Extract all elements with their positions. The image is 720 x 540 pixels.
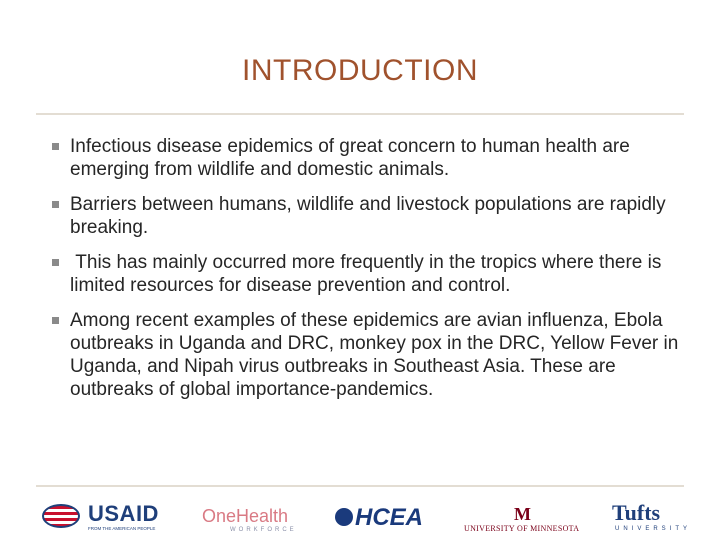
bullet-item — [52, 251, 697, 297]
onehealth-wordmark: OneHealth — [202, 506, 289, 526]
square-bullet-icon — [52, 201, 59, 208]
title-divider — [36, 113, 684, 115]
hcea-logo — [333, 496, 443, 536]
umn-logo — [462, 496, 594, 536]
hcea-wordmark: HCEA — [355, 504, 424, 531]
bullet-text: This has mainly occurred more frequently in the tropics where there is limited resources for disease prevention and control. — [70, 252, 667, 296]
logo-strip — [0, 496, 720, 540]
globe-icon — [335, 508, 353, 526]
bullet-text: Infectious disease epidemics of great concern to human health are emerging from wildlife and domestic animals. — [70, 136, 630, 180]
square-bullet-icon — [52, 317, 59, 324]
bullet-text: Among recent examples of these epidemics are avian influenza, Ebola outbreaks in Uganda and DRC, monkey pox in the DRC, Yellow Fever in Uganda, and Nipah virus outbreaks in Southeast Asia. These are outbreaks of global importance-pandemics. — [70, 310, 679, 400]
footer-divider — [36, 485, 684, 487]
bullet-item — [52, 309, 697, 401]
square-bullet-icon — [52, 143, 59, 150]
slide-title: INTRODUCTION — [242, 54, 478, 87]
tufts-tagline: UNIVERSITY — [615, 526, 692, 532]
umn-monogram: M — [514, 504, 531, 524]
tufts-wordmark: Tufts — [612, 500, 661, 525]
bullet-text: Barriers between humans, wildlife and livestock populations are rapidly breaking. — [70, 194, 666, 238]
onehealth-tagline: WORKFORCE — [230, 527, 297, 533]
bullet-item — [52, 135, 697, 181]
tufts-logo — [612, 496, 692, 536]
bullet-list — [52, 135, 697, 413]
square-bullet-icon — [52, 259, 59, 266]
usaid-logo — [40, 496, 182, 536]
bullet-item — [52, 193, 697, 239]
usaid-seal-icon — [42, 504, 80, 528]
umn-wordmark: UNIVERSITY OF MINNESOTA — [464, 524, 580, 533]
usaid-wordmark: USAID — [88, 501, 159, 526]
onehealth-logo — [202, 496, 314, 536]
usaid-tagline: FROM THE AMERICAN PEOPLE — [88, 526, 156, 531]
